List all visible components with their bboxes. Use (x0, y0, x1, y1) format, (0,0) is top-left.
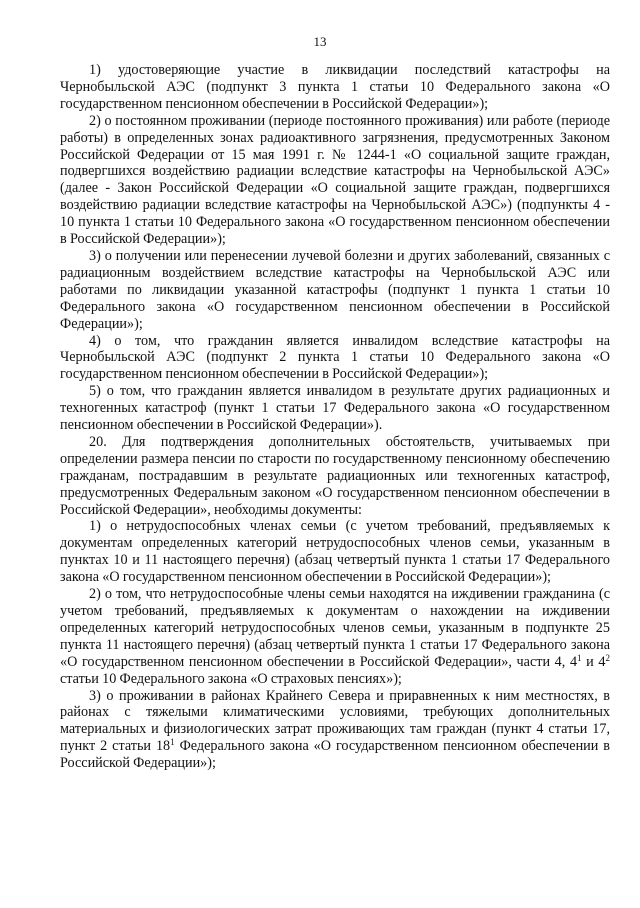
text-run: и 4 (581, 653, 606, 670)
superscript: 1 (577, 652, 582, 663)
text-run: 3) о проживании в районах Крайнего Севера и приравненных к ним местностях, в районах с тяжелыми климатическими условиями, требующих дополнительных материальных и физиологических затрат проживающих там граждан (пункт 4 статьи 17, пункт 2 статьи 18 (60, 687, 610, 755)
paragraph (60, 688, 610, 773)
superscript: 1 (170, 737, 175, 748)
paragraph (60, 383, 610, 434)
text-run: 1) о нетрудоспособных членах семьи (с учетом требований, предъявляемых к документам определенных категорий нетрудоспособных членов семьи, указанным в пунктах 10 и 11 настоящего перечня) (абзац четвертый пункта 1 статьи 17 Федерального закона «О государственном пенсионном обеспечении в Российской Федерации»); (60, 518, 610, 586)
document-body (60, 62, 610, 772)
paragraph (60, 333, 610, 384)
paragraph (60, 248, 610, 333)
text-run: 2) о том, что нетрудоспособные члены семьи находятся на иждивении гражданина (с учетом требований, предъявляемых к документам о нахождении на иждивении определенных категорий нетрудоспособных членов семьи, указанным в подпункте 25 пункта 11 настоящего перечня) (абзац четвертый пункта 1 статьи 17 Федерального закона «О государственном пенсионном обеспечении в Российской Федерации», части 4, 4 (60, 586, 610, 670)
text-run: статьи 10 Федерального закона «О страховых пенсиях»); (60, 670, 402, 687)
paragraph (60, 518, 610, 586)
page-number: 13 (313, 34, 327, 49)
text-run: 5) о том, что гражданин является инвалидом в результате других радиационных и техногенных катастроф (пункт 1 статьи 17 Федерального закона «О государственном пенсионном обеспечении в Российской Федерации»). (60, 383, 610, 434)
paragraph (60, 586, 610, 687)
paragraph (60, 434, 610, 519)
text-run: Федерального закона «О государственном пенсионном обеспечении в Российской Федерации»); (60, 738, 610, 772)
paragraph (60, 113, 610, 248)
text-run: 20. Для подтверждения дополнительных обстоятельств, учитываемых при определении размера пенсии по старости по государственному пенсионному обеспечению гражданам, пострадавшим в результате радиационных или техногенных катастроф, предусмотренных Федеральным законом «О государственном пенсионном обеспечении в Российской Федерации», необходимы документы: (60, 433, 610, 518)
paragraph (60, 62, 610, 113)
text-run: 1) удостоверяющие участие в ликвидации последствий катастрофы на Чернобыльской АЭС (подпункт 3 пункта 1 статьи 10 Федерального закона «О государственном пенсионном обеспечении в Российской Федерации»); (60, 62, 610, 112)
text-run: 4) о том, что гражданин является инвалидом вследствие катастрофы на Чернобыльской АЭС (подпункт 2 пункта 1 статьи 10 Федерального закона «О государственном пенсионном обеспечении в Российской Федерации»); (60, 332, 610, 383)
text-run: 2) о постоянном проживании (периоде постоянного проживания) или работе (периоде работы) в определенных зонах радиоактивного загрязнения, предусмотренных Законом Российской Федерации от 15 мая 1991 г. № 1244-1 «О социальной защите граждан, подвергшихся воздействию радиации вследствие катастрофы на Чернобыльской АЭС» (далее - Закон Российской Федерации «О социальной защите граждан, подвергшихся воздействию радиации вследствие катастрофы на Чернобыльской АЭС») (подпункты 4 - 10 пункта 1 статьи 10 Федерального закона «О государственном пенсионном обеспечении в Российской Федерации»); (60, 112, 610, 248)
superscript: 2 (605, 652, 610, 663)
text-run: 3) о получении или перенесении лучевой болезни и других заболеваний, связанных с радиационным воздействием вследствие катастрофы на Чернобыльской АЭС или работами по ликвидации указанной катастрофы (подпункт 1 пункта 1 статьи 10 Федерального закона «О государственном пенсионном обеспечении в Российской Федерации»); (60, 247, 610, 332)
